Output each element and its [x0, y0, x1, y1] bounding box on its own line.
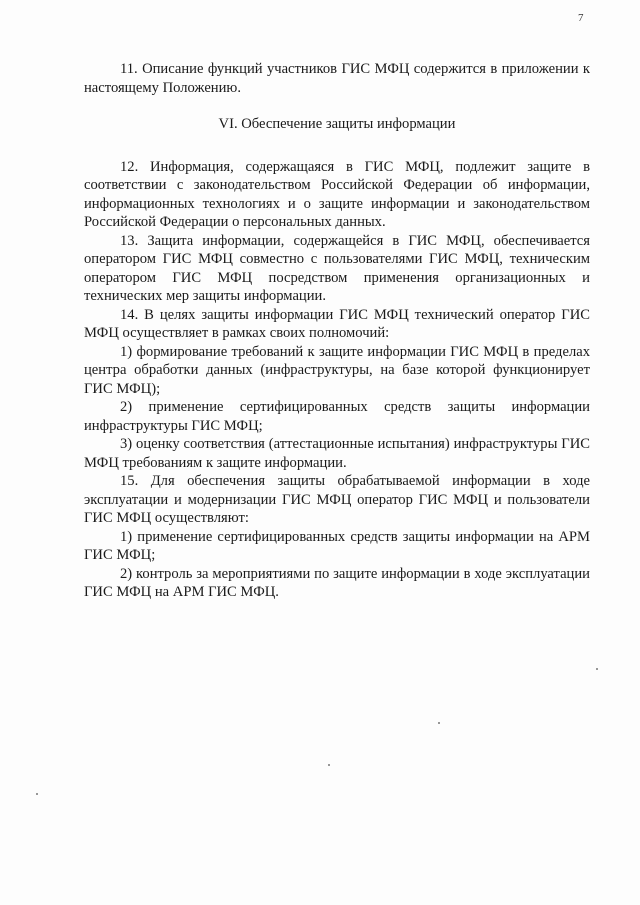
paragraph-15: 15. Для обеспечения защиты обрабатываемой информации в ходе эксплуатации и модернизации ГИС МФЦ оператор ГИС МФЦ и пользователи ГИС МФЦ осуществляют:	[84, 473, 590, 526]
page-number: 7	[578, 12, 584, 24]
paragraph-11: 11. Описание функций участников ГИС МФЦ содержится в приложении к настоящему Положению.	[84, 61, 590, 96]
list-item-14-1: 1) формирование требований к защите информации ГИС МФЦ в пределах центра обработки данных (инфраструктуры, на базе которой функционирует ГИС МФЦ);	[84, 343, 590, 397]
scan-speck	[596, 668, 598, 670]
scan-speck	[328, 764, 330, 766]
scan-speck	[438, 722, 440, 724]
list-item-14-2: 2) применение сертифицированных средств защиты информации инфраструктуры ГИС МФЦ;	[84, 399, 590, 434]
list-item-15-2: 2) контроль за мероприятиями по защите информации в ходе эксплуатации ГИС МФЦ на АРМ ГИС МФЦ.	[84, 565, 590, 600]
section-heading: VI. Обеспечение защиты информации	[218, 116, 456, 132]
list-item-15-1: 1) применение сертифицированных средств защиты информации на АРМ ГИС МФЦ;	[84, 528, 590, 563]
scan-speck	[36, 793, 38, 795]
paragraph-12: 12. Информация, содержащаяся в ГИС МФЦ, подлежит защите в соответствии с законодательством Российской Федерации об информации, информационных технологиях и о защите информации и законодательством Российской Федерации о персональных данных.	[84, 158, 590, 230]
document-body	[84, 60, 590, 602]
paragraph-13: 13. Защита информации, содержащейся в ГИС МФЦ, обеспечивается оператором ГИС МФЦ совместно с пользователями ГИС МФЦ, техническим оператором ГИС МФЦ посредством применения организационных и технических мер защиты информации.	[84, 232, 590, 304]
list-item-14-3: 3) оценку соответствия (аттестационные испытания) инфраструктуры ГИС МФЦ требованиям к защите информации.	[84, 436, 590, 471]
paragraph-14: 14. В целях защиты информации ГИС МФЦ технический оператор ГИС МФЦ осуществляет в рамках своих полномочий:	[84, 306, 590, 341]
